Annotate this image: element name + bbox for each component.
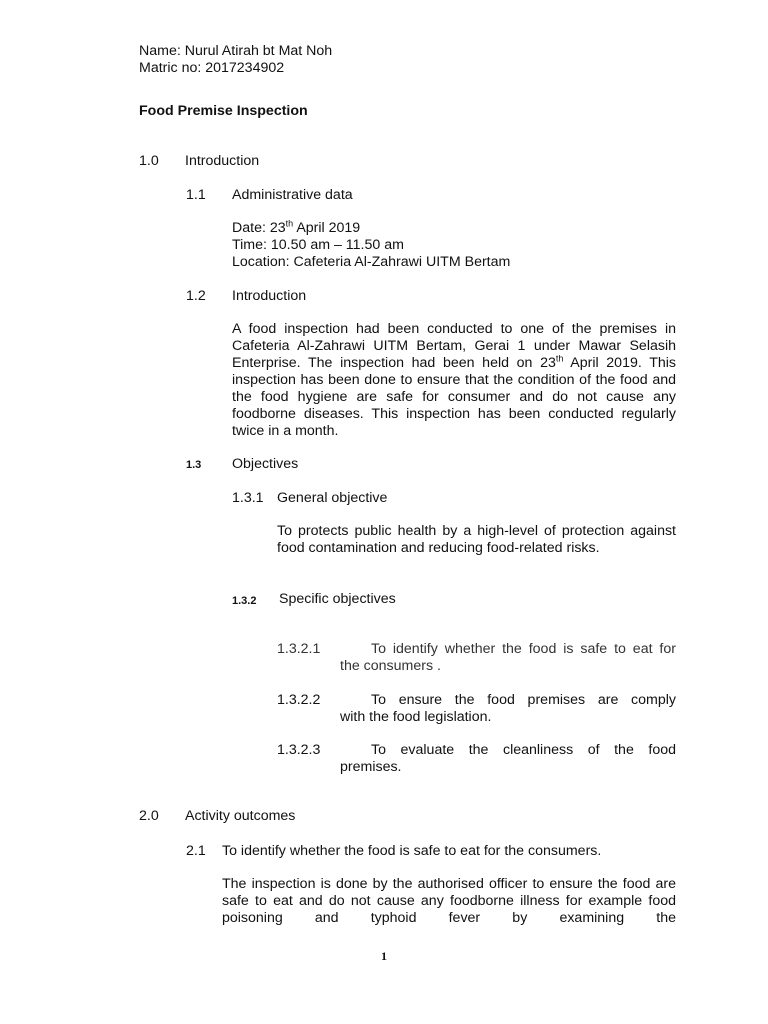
objective-number: 1.3.2 <box>232 595 257 607</box>
introduction-paragraph: A food inspection had been conducted to one of the premises in Cafeteria Al-Zahrawi UITM Bertam, Gerai 1 under Mawar Selasih Enterprise. The inspection had been held on 23th April 2019. This inspection has been done to ensure that the condition of the food and the food hygiene are safe for consumer and do not cause any foodborne diseases. This inspection has been conducted regularly twice in a month. <box>232 321 676 439</box>
subsection-number: 1.3 <box>186 459 202 471</box>
subsection-heading: Objectives <box>232 456 299 472</box>
specific-objective-text: To identify whether the food is safe to eat for <box>371 641 676 657</box>
subsection-number: 1.1 <box>186 187 206 203</box>
matric-number: Matric no: 2017234902 <box>139 60 285 76</box>
specific-objective-text: To ensure the food premises are comply <box>371 692 676 708</box>
subsection-heading: To identify whether the food is safe to eat for the consumers. <box>222 843 602 859</box>
general-objective-text: To protects public health by a high-level of protection against food contamination and reducing food-related risks. <box>277 523 676 556</box>
page-number: 1 <box>381 949 387 963</box>
activity-outcome-paragraph: The inspection is done by the authorised officer to ensure the food are safe to eat and do not cause any foodborne illness for example food poisoning and typhoid fever by examining the <box>222 876 676 926</box>
specific-objective-text-continued: with the food legislation. <box>340 709 492 725</box>
document-title: Food Premise Inspection <box>139 103 308 119</box>
section-number: 2.0 <box>139 808 159 824</box>
specific-objective-text: To evaluate the cleanliness of the food <box>371 742 676 758</box>
specific-objective-text-continued: the consumers . <box>340 658 441 674</box>
section-heading: Activity outcomes <box>185 808 296 824</box>
date-line: Date: 23th April 2019 <box>232 218 361 236</box>
student-name: Name: Nurul Atirah bt Mat Noh <box>139 43 333 59</box>
specific-objective-number: 1.3.2.1 <box>277 641 321 657</box>
subsection-heading: Administrative data <box>232 187 353 203</box>
objective-number: 1.3.1 <box>232 490 264 506</box>
section-number: 1.0 <box>139 153 159 169</box>
specific-objective-number: 1.3.2.3 <box>277 742 321 758</box>
section-heading: Introduction <box>185 153 260 169</box>
location-line: Location: Cafeteria Al-Zahrawi UITM Bertam <box>232 254 511 270</box>
subsection-number: 2.1 <box>186 843 206 859</box>
time-line: Time: 10.50 am – 11.50 am <box>232 237 404 253</box>
objective-heading: Specific objectives <box>279 591 396 607</box>
subsection-heading: Introduction <box>232 288 307 304</box>
specific-objective-number: 1.3.2.2 <box>277 692 321 708</box>
subsection-number: 1.2 <box>186 288 206 304</box>
specific-objective-text-continued: premises. <box>340 759 402 775</box>
objective-heading: General objective <box>277 490 388 506</box>
